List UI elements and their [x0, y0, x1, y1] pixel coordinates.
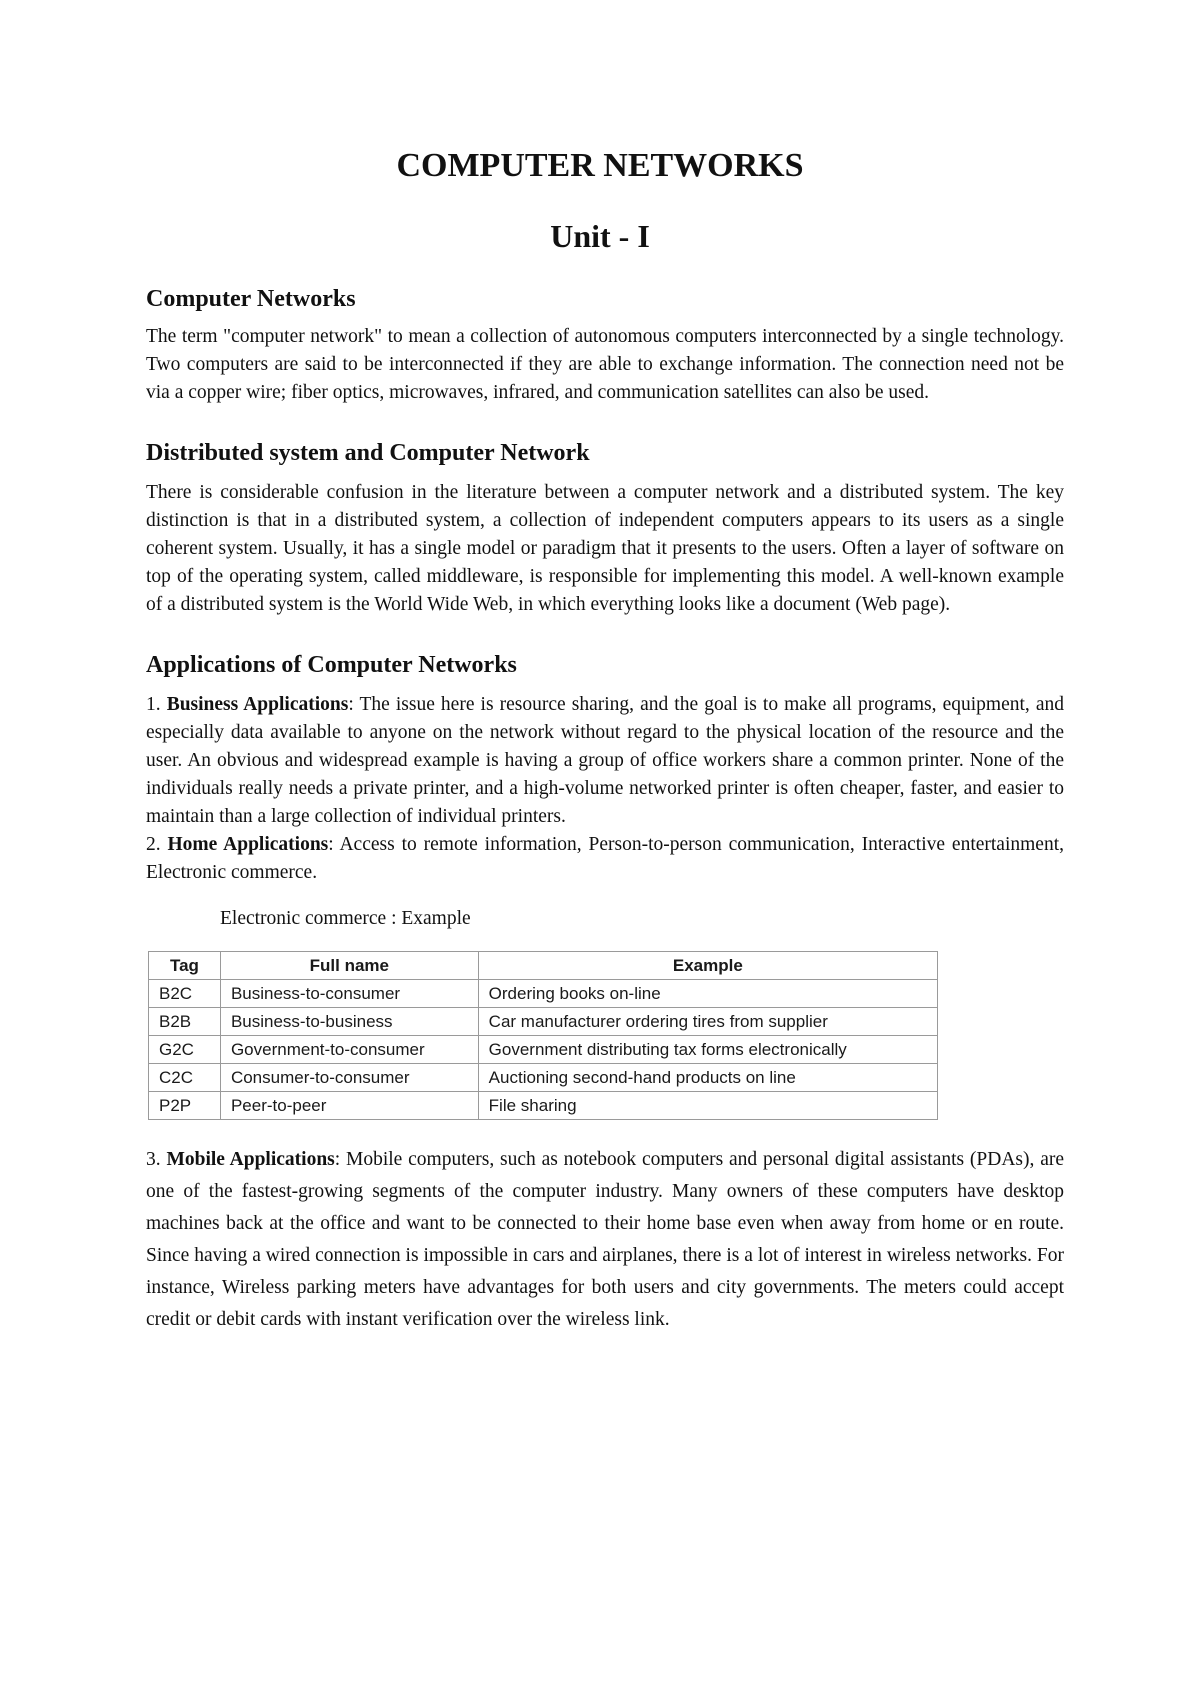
cell-full-name: Consumer-to-consumer	[220, 1064, 478, 1092]
cell-example: File sharing	[478, 1092, 937, 1120]
cell-full-name: Government-to-consumer	[220, 1036, 478, 1064]
ecommerce-table	[148, 951, 938, 1120]
table-header-row	[149, 952, 938, 980]
cell-example: Ordering books on-line	[478, 980, 937, 1008]
item-text-home: : Access to remote information, Person-to-person communication, Interactive entertainment, Electronic commerce.	[146, 834, 1064, 883]
paragraph-distributed-system: There is considerable confusion in the literature between a computer network and a distributed system. The key distinction is that in a distributed system, a collection of independent computers appears to its users as a single coherent system. Usually, it has a single model or paradigm that it presents to the users. Often a layer of software on top of the operating system, called middleware, is responsible for implementing this model. A well-known example of a distributed system is the World Wide Web, in which everything looks like a document (Web page).	[146, 482, 1064, 615]
cell-tag: B2C	[149, 980, 221, 1008]
document-title: COMPUTER NETWORKS	[396, 147, 804, 184]
paragraph-home-applications	[146, 831, 1064, 887]
item-number: 3.	[146, 1149, 167, 1170]
header-example: Example	[478, 952, 937, 980]
cell-tag: G2C	[149, 1036, 221, 1064]
header-tag: Tag	[149, 952, 221, 980]
cell-tag: B2B	[149, 1008, 221, 1036]
paragraph-computer-networks: The term "computer network" to mean a collection of autonomous computers interconnected by a single technology. Two computers are said to be interconnected if they are able to exchange information. The connection need not be via a copper wire; fiber optics, microwaves, infrared, and communication satellites can also be used.	[146, 326, 1064, 403]
cell-tag: C2C	[149, 1064, 221, 1092]
cell-tag: P2P	[149, 1092, 221, 1120]
item-label-mobile: Mobile Applications	[166, 1149, 335, 1170]
section-heading-applications: Applications of Computer Networks	[146, 652, 517, 678]
cell-full-name: Business-to-consumer	[220, 980, 478, 1008]
table-row	[149, 1008, 938, 1036]
table-row	[149, 1092, 938, 1120]
item-number: 1.	[146, 694, 167, 715]
section-heading-computer-networks: Computer Networks	[146, 286, 356, 312]
item-number: 2.	[146, 834, 168, 855]
item-text-mobile: : Mobile computers, such as notebook computers and personal digital assistants (PDAs), are one of the fastest-growing segments of the computer industry. Many owners of these computers have desktop machines back at the office and want to be connected to their home base even when away from home or en route. Since having a wired connection is impossible in cars and airplanes, there is a lot of interest in wireless networks. For instance, Wireless parking meters have advantages for both users and city governments. The meters could accept credit or debit cards with instant verification over the wireless link.	[146, 1149, 1064, 1330]
table-row	[149, 1064, 938, 1092]
section-heading-distributed-system: Distributed system and Computer Network	[146, 440, 590, 466]
table-row	[149, 980, 938, 1008]
cell-full-name: Peer-to-peer	[220, 1092, 478, 1120]
item-label-home: Home Applications	[167, 834, 329, 855]
cell-example: Car manufacturer ordering tires from supplier	[478, 1008, 937, 1036]
paragraph-business-applications	[146, 691, 1064, 831]
cell-full-name: Business-to-business	[220, 1008, 478, 1036]
cell-example: Auctioning second-hand products on line	[478, 1064, 937, 1092]
cell-example: Government distributing tax forms electronically	[478, 1036, 937, 1064]
table-caption: Electronic commerce : Example	[220, 908, 471, 929]
table-row	[149, 1036, 938, 1064]
unit-heading: Unit - I	[550, 218, 650, 254]
paragraph-mobile-applications	[146, 1144, 1064, 1336]
document-body	[146, 283, 1064, 1336]
header-full-name: Full name	[220, 952, 478, 980]
item-text-business: : The issue here is resource sharing, and the goal is to make all programs, equipment, and especially data available to anyone on the network without regard to the physical location of the resource and the user. An obvious and widespread example is having a group of office workers share a common printer. None of the individuals really needs a private printer, and a high-volume networked printer is often cheaper, faster, and easier to maintain than a large collection of individual printers.	[146, 694, 1064, 827]
item-label-business: Business Applications	[166, 694, 349, 715]
